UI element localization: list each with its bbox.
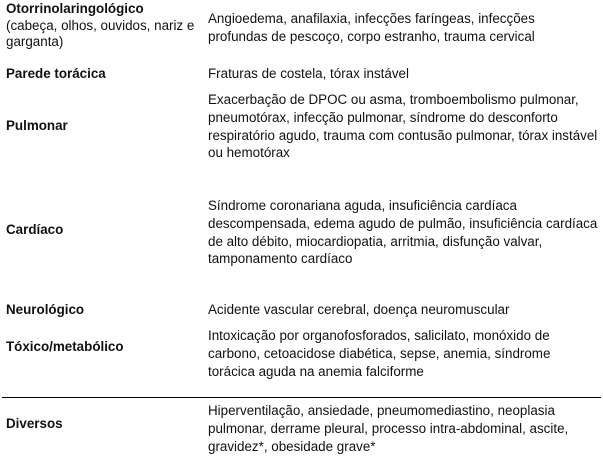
causes-cell: Fraturas de costela, tórax instável [208, 66, 409, 81]
system-name: Tóxico/metabólico [6, 339, 124, 354]
system-name: Cardíaco [6, 222, 64, 237]
causes-cell: Acidente vascular cerebral, doença neuromuscular [208, 302, 510, 317]
system-name: Otorrinolaringológico [6, 1, 144, 16]
system-note: (cabeça, olhos, ouvidos, nariz e garganta) [6, 17, 195, 49]
table-row [2, 322, 601, 397]
table-row [2, 0, 601, 62]
causes-cell: Angioedema, anafilaxia, infecções faríngeas, infecções profundas de pescoço, corpo estranho, trauma cervical [208, 11, 535, 44]
causes-cell: Síndrome coronariana aguda, insuficiência cardíaca descompensada, edema agudo de pulmão, insuficiência cardíaca de alto débito, miocardiopatia, arritmia, disfunção valvar, tamponamento cardíaco [208, 198, 598, 267]
table-row [2, 397, 601, 473]
table-row [2, 88, 601, 194]
system-cell [2, 0, 203, 62]
causes-cell: Intoxicação por organofosforados, salicilato, monóxido de carbono, cetoacidose diabética, sepse, anemia, síndrome torácica aguda na anemia falciforme [208, 328, 551, 379]
system-name: Diversos [6, 416, 63, 431]
system-name: Neurológico [6, 302, 85, 317]
dyspnea-causes-table [2, 0, 601, 473]
table-bottom-rule [2, 397, 601, 398]
causes-cell: Hiperventilação, ansiedade, pneumomediastino, neoplasia pulmonar, derrame pleural, processo intra-abdominal, ascite, gravidez*, obesidade grave* [208, 403, 569, 454]
system-name: Pulmonar [6, 118, 68, 133]
table-row [2, 298, 601, 322]
table-row [2, 194, 601, 298]
system-name: Parede torácica [6, 66, 106, 81]
table-row [2, 62, 601, 88]
causes-cell: Exacerbação de DPOC ou asma, tromboembolismo pulmonar, pneumotórax, infecção pulmonar, síndrome do desconforto respiratório agudo, trauma com contusão pulmonar, tórax instável ou hemotórax [208, 92, 598, 161]
